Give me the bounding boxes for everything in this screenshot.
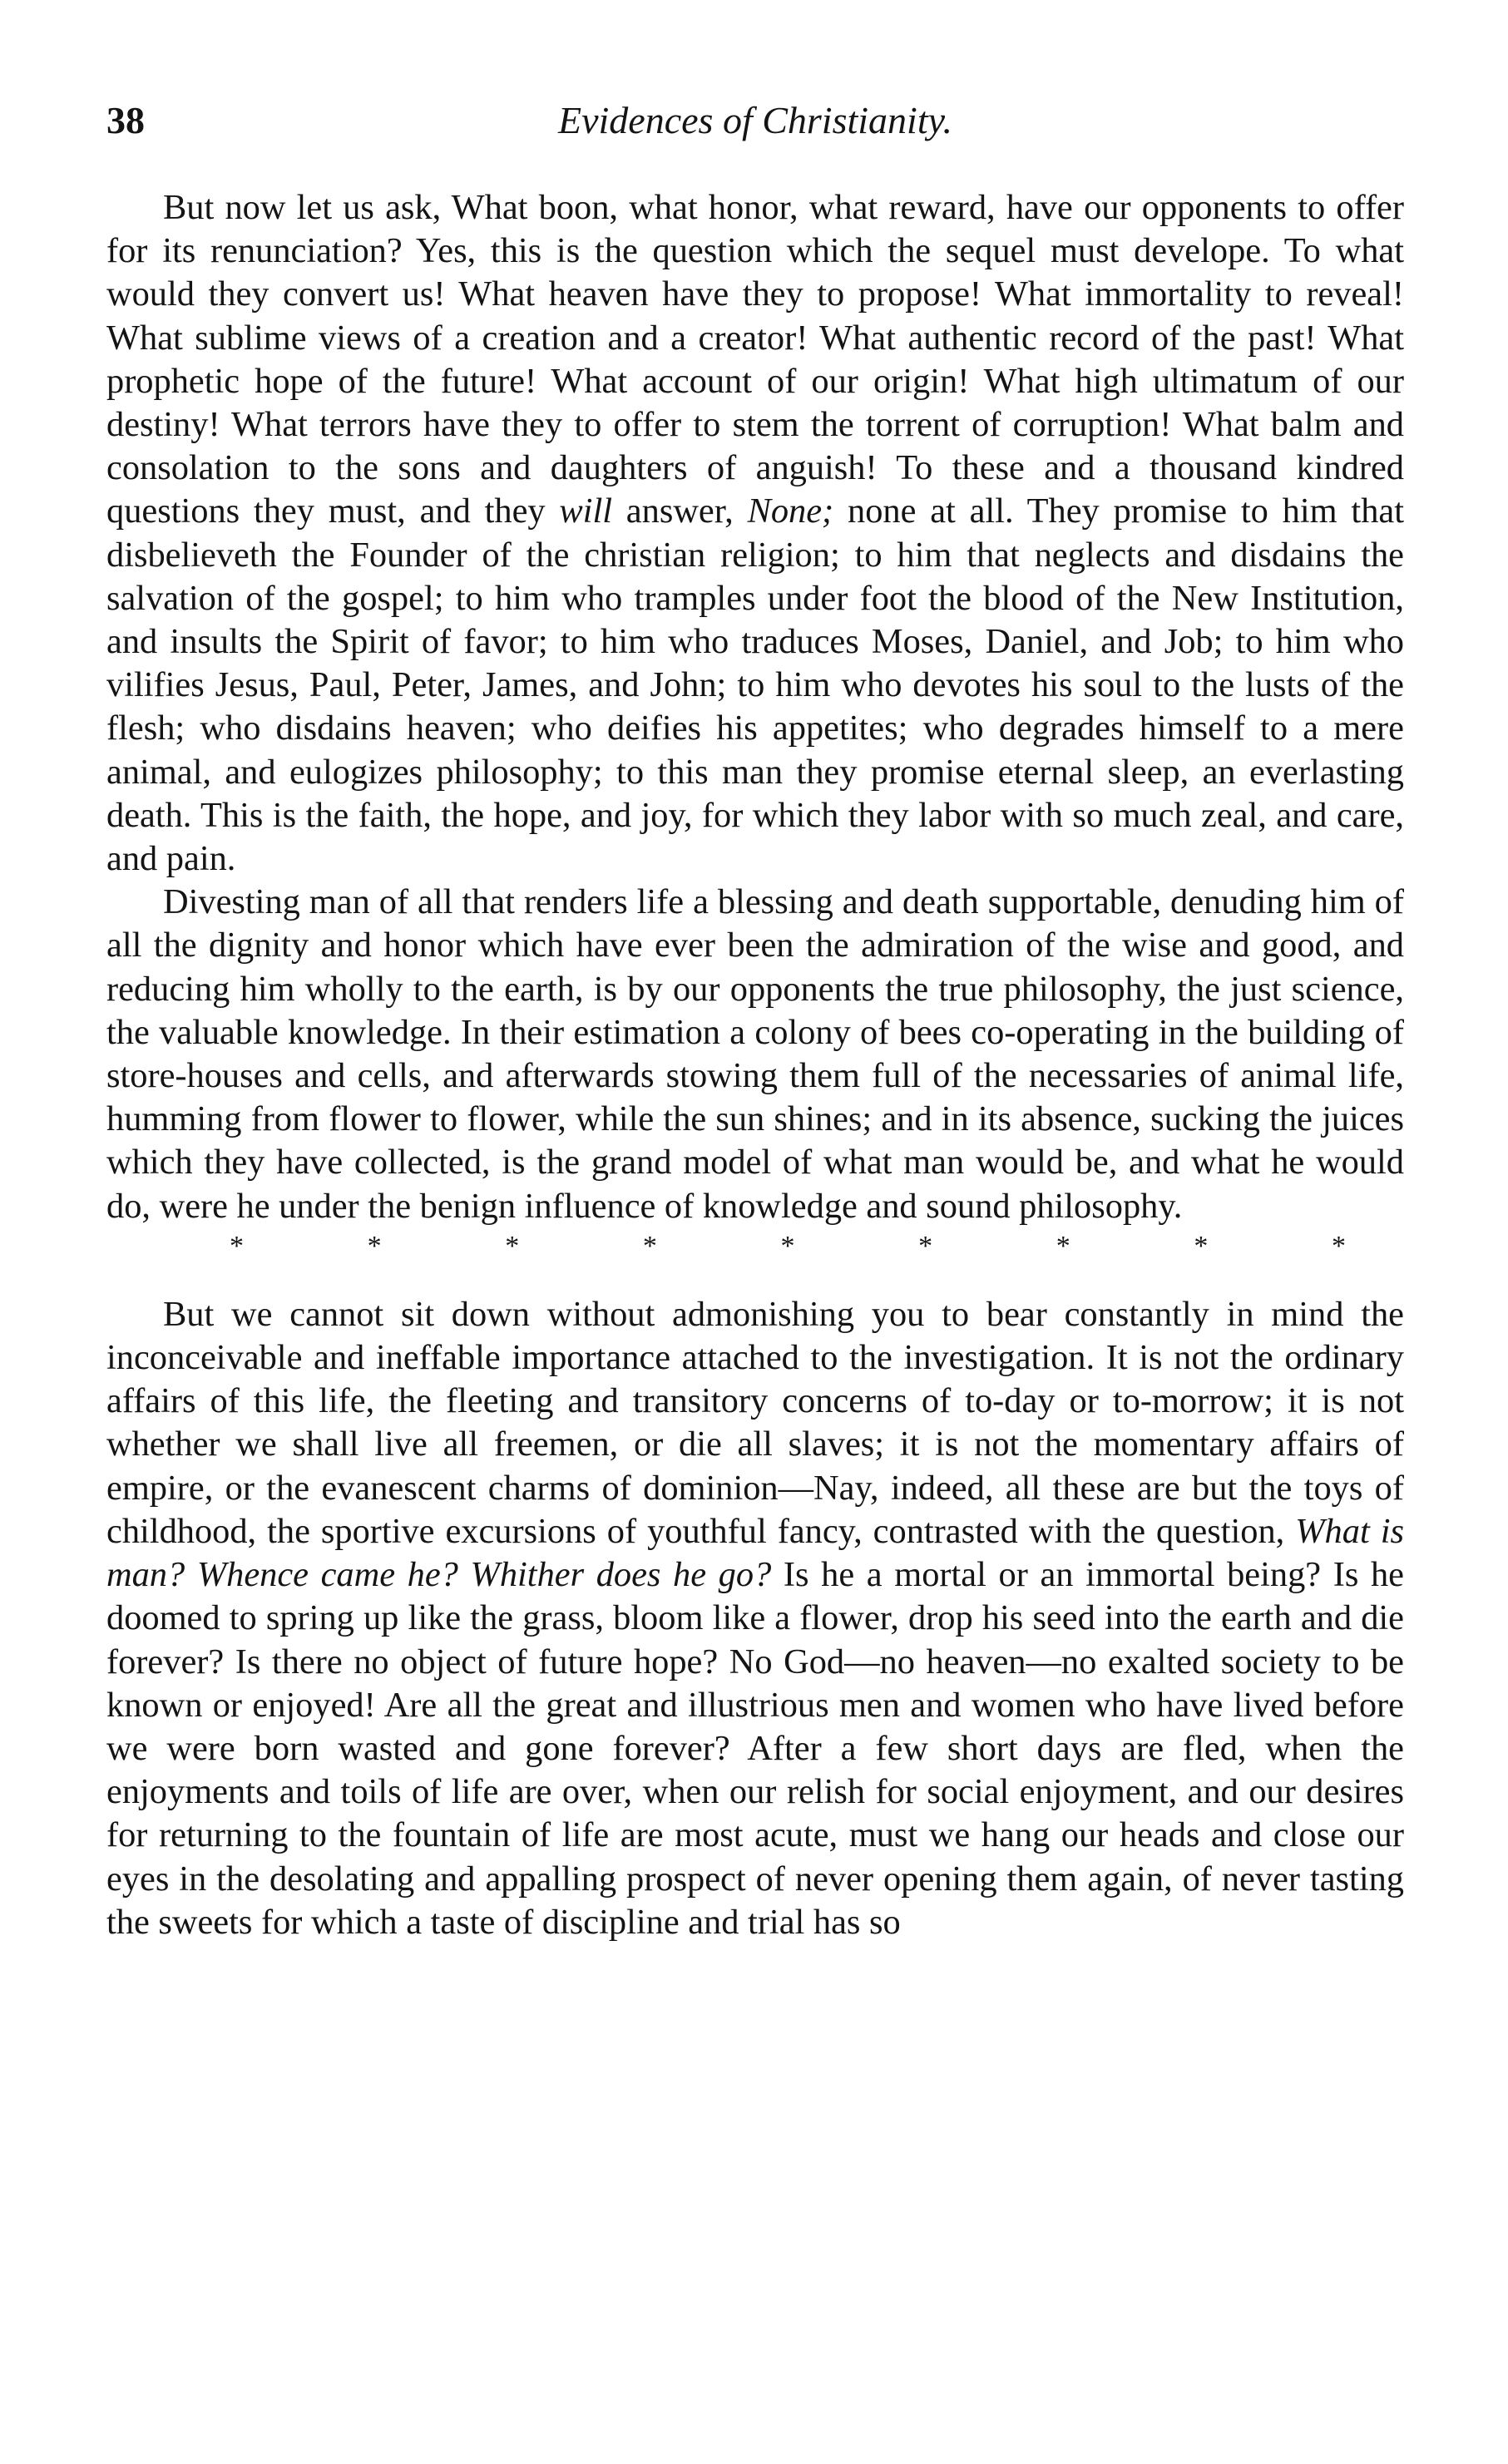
- text-run: Is he a mortal or an immortal being? Is he doomed to spring up like the grass, bloom like a flower, drop his seed into the earth and die forever? Is there no object of future hope? No God—no heaven—no exalted society to be known or enjoyed! Are all the great and illustrious men and women who have lived before we were born wasted and gone forever? After a few short days are fled, when the enjoyments and toils of life are over, when our relish for social enjoyment, and our desires for returning to the fountain of life are most acute, must we hang our heads and close our eyes in the desolating and appalling prospect of never opening them again, of never tasting the sweets for which a taste of discipline and trial has so: [106, 1555, 1404, 1942]
- asterisk: *: [1056, 1230, 1070, 1262]
- paragraph: [106, 881, 1404, 1228]
- page-number: 38: [106, 99, 145, 141]
- asterisk: *: [230, 1230, 244, 1262]
- italic-text: What is man? Whence came he? Whither does he go?: [106, 1511, 1404, 1595]
- running-title: Evidences of Christianity.: [558, 99, 952, 141]
- body-text: [106, 186, 1404, 1944]
- text-run: Divesting man of all that renders life a blessing and death supportable, denuding him of all the dignity and honor which have ever been the admiration of the wise and good, and reducing him wholly to the earth, is by our opponents the true philosophy, the just science, the valuable knowledge. In their estimation a colony of bees co-operating in the building of store-houses and cells, and afterwards stowing them full of the necessaries of animal life, humming from flower to flower, while the sun shines; and in its absence, sucking the juices which they have collected, is the grand model of what man would be, and what he would do, were he under the benign influence of knowledge and sound philosophy.: [106, 882, 1404, 1226]
- paragraph: [106, 1293, 1404, 1944]
- italic-text: None;: [747, 491, 834, 531]
- text-run: But we cannot sit down without admonishing you to bear constantly in mind the inconceivable and ineffable importance attached to the investigation. It is not the ordinary affairs of this life, the fleeting and transitory concerns of to-day or to-morrow; it is not whether we shall live all freemen, or die all slaves; it is not the momentary affairs of empire, or the evanescent charms of dominion—Nay, indeed, all these are but the toys of childhood, the sportive excursions of youthful fancy, contrasted with the question,: [106, 1294, 1404, 1551]
- asterisk: *: [780, 1230, 795, 1262]
- asterisk: *: [505, 1230, 520, 1262]
- page-header: [106, 98, 1404, 148]
- asterisk: *: [367, 1230, 382, 1262]
- section-separator: [230, 1230, 1346, 1263]
- asterisk: *: [1194, 1230, 1209, 1262]
- asterisk: *: [918, 1230, 933, 1262]
- asterisk: *: [1332, 1230, 1346, 1262]
- paragraph: [106, 186, 1404, 881]
- asterisk: *: [642, 1230, 657, 1262]
- text-run: But now let us ask, What boon, what honor, what reward, have our opponents to offer for its renunciation? Yes, this is the question which the sequel must develope. To what would they convert us! What heaven have they to propose! What immortality to reveal! What sublime views of a creation and a creator! What authentic record of the past! What prophetic hope of the future! What account of our origin! What high ultimatum of our destiny! What terrors have they to offer to stem the torrent of corruption! What balm and consolation to the sons and daughters of anguish! To these and a thousand kindred questions they must, and they: [106, 188, 1404, 531]
- text-run: none at all. They promise to him that disbelieveth the Founder of the christian religion; to him that neglects and disdains the salvation of the gospel; to him who tramples under foot the blood of the New Institution, and insults the Spirit of favor; to him who traduces Moses, Daniel, and Job; to him who vilifies Jesus, Paul, Peter, James, and John; to him who devotes his soul to the lusts of the flesh; who disdains heaven; who deifies his appetites; who degrades himself to a mere animal, and eulogizes philosophy; to this man they promise eternal sleep, an everlasting death. This is the faith, the hope, and joy, for which they labor with so much zeal, and care, and pain.: [106, 491, 1404, 879]
- text-run: answer,: [612, 491, 748, 531]
- italic-text: will: [559, 491, 612, 531]
